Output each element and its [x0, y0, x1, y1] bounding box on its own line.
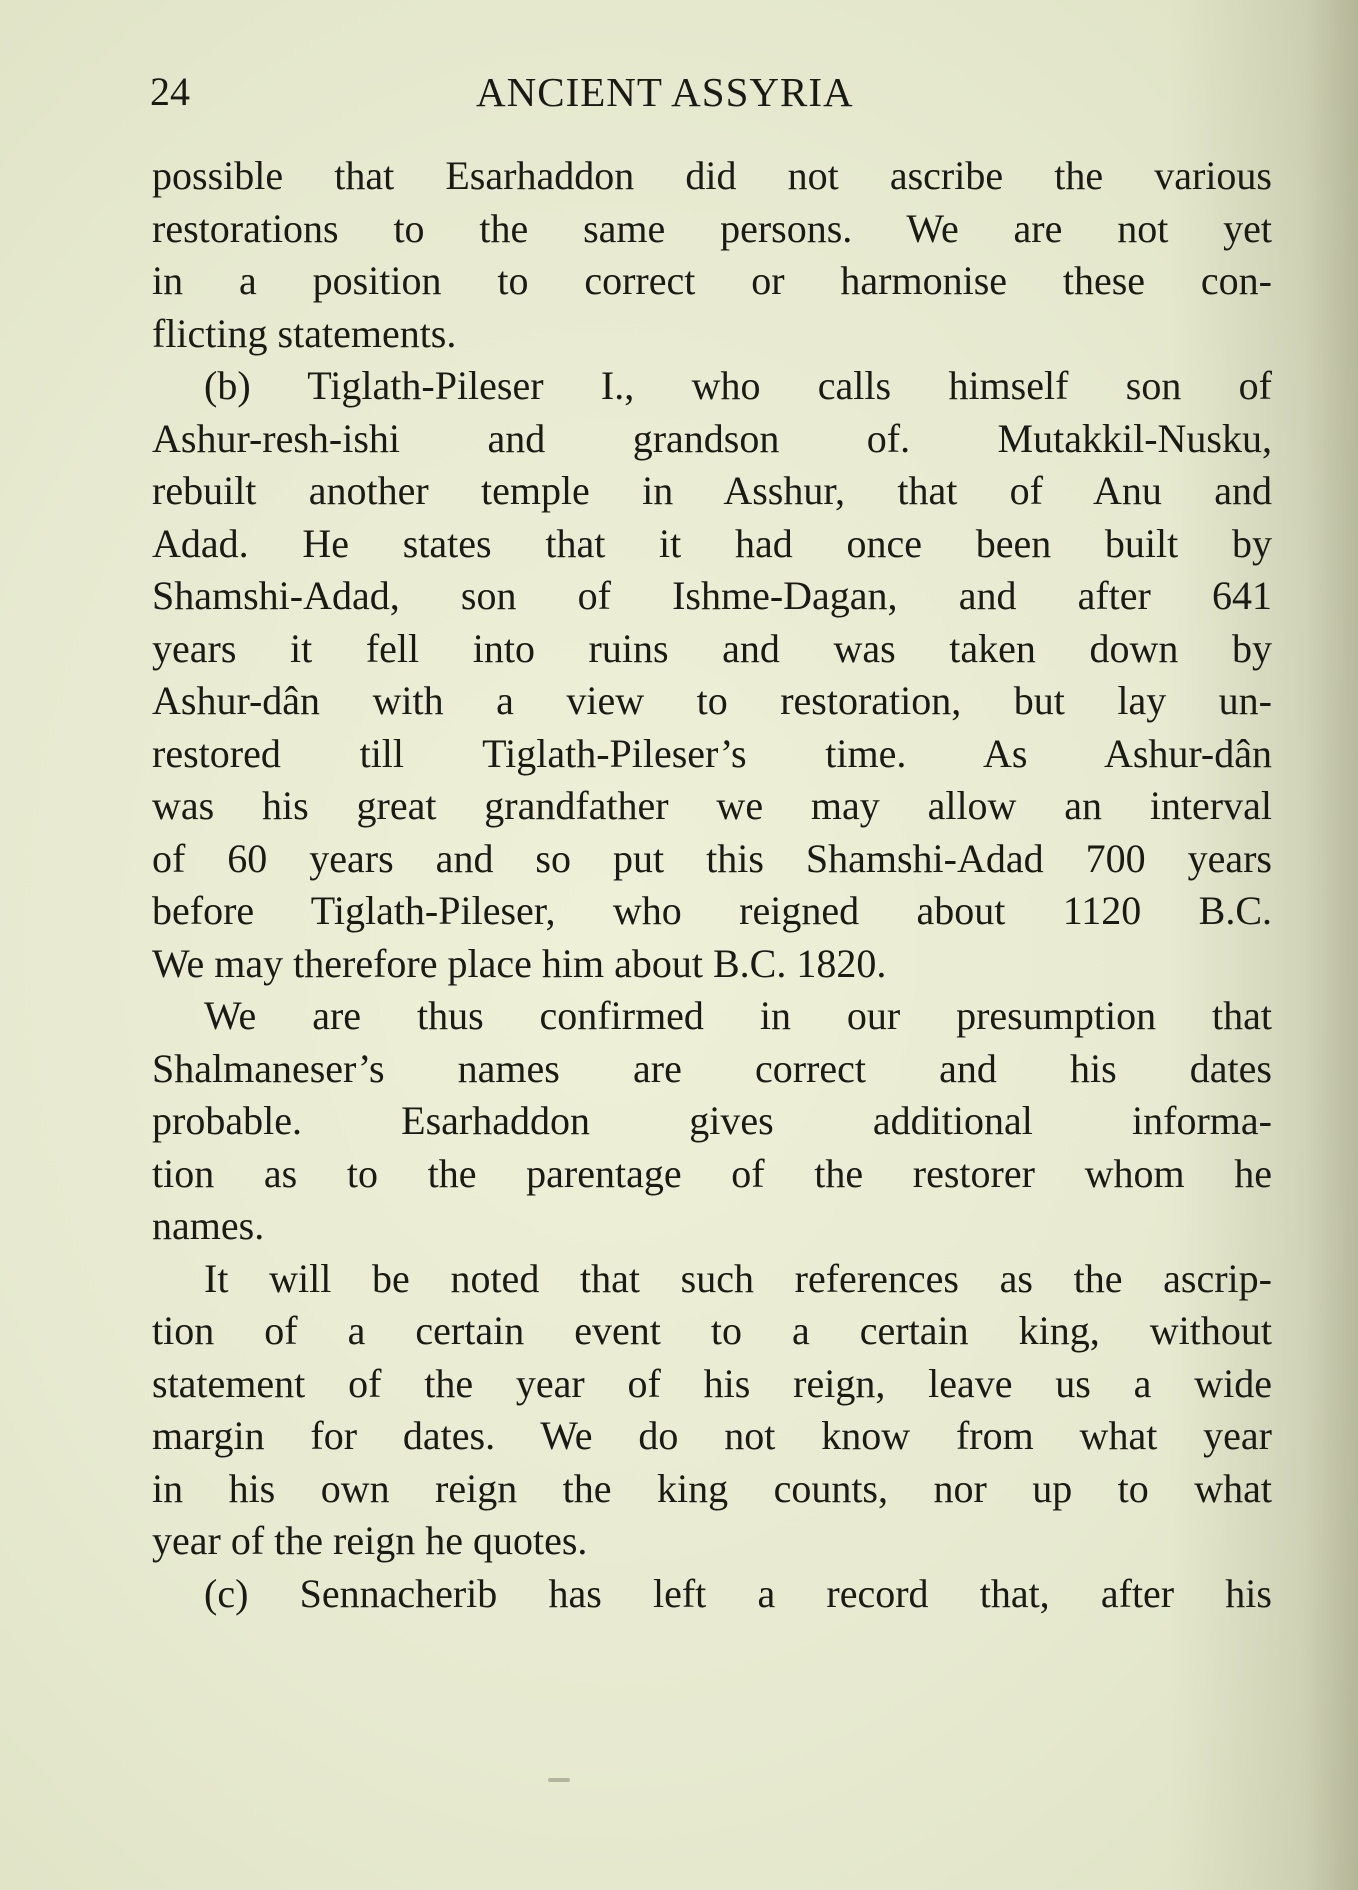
text-line: It will be noted that such references as the ascrip-: [204, 1255, 1272, 1301]
text-line: Adad. He states that it had once been built by: [152, 520, 1272, 566]
text-line: restorations to the same persons. We are not yet: [152, 205, 1272, 251]
text-line: (b) Tiglath-Pileser I., who calls himself son of: [204, 363, 1272, 408]
page-number: 24: [150, 69, 190, 114]
text-line: possible that Esarhaddon did not ascribe the various: [152, 153, 1272, 198]
text-line: years it fell into ruins and was taken down by: [152, 625, 1272, 671]
text-line: [152, 938, 1272, 991]
text-line: statement of the year of his reign, leave us a wide: [152, 1360, 1272, 1406]
text-line: We are thus confirmed in our presumption that: [204, 993, 1272, 1038]
text-line: names.: [152, 1203, 265, 1248]
text-line: [152, 885, 1272, 938]
text-segment: before Tiglath-Pileser, who reigned about 1120: [152, 888, 1142, 933]
text-line: Ashur-dân with a view to restoration, but lay un-: [152, 678, 1272, 723]
text-segment: We may therefore place him about: [152, 940, 703, 986]
text-line: rebuilt another temple in Asshur, that of Anu and: [152, 468, 1272, 513]
text-line: margin for dates. We do not know from what year: [152, 1413, 1272, 1458]
text-line: (c) Sennacherib has left a record that, after his: [204, 1570, 1272, 1616]
text-line: tion as to the parentage of the restorer whom he: [152, 1150, 1272, 1196]
era-abbreviation: B.C.: [712, 940, 787, 986]
running-title: ANCIENT ASSYRIA: [476, 69, 854, 115]
text-line: tion of a certain event to a certain king, without: [152, 1308, 1272, 1353]
text-line: was his great grandfather we may allow an interval: [152, 783, 1272, 828]
paper-speck: [548, 1778, 570, 1782]
text-line: Shalmaneser’s names are correct and his dates: [152, 1045, 1272, 1091]
text-line: in his own reign the king counts, nor up to what: [152, 1465, 1272, 1511]
text-line: flicting statements.: [152, 310, 457, 356]
running-head: [150, 62, 1270, 122]
text-line: probable. Esarhaddon gives additional informa-: [152, 1098, 1272, 1143]
text-line: in a position to correct or harmonise these con-: [152, 258, 1272, 303]
text-line: Ashur-resh-ishi and grandson of. Mutakkil-Nusku,: [152, 415, 1272, 461]
text-line: Shamshi-Adad, son of Ishme-Dagan, and after 641: [152, 573, 1272, 618]
text-segment: 1820.: [796, 940, 887, 986]
text-line: restored till Tiglath-Pileser’s time. As Ashur-dân: [152, 730, 1272, 776]
era-abbreviation: B.C.: [1198, 888, 1273, 933]
body-text: [152, 150, 1272, 1620]
text-line: of 60 years and so put this Shamshi-Adad 700 years: [152, 835, 1272, 881]
text-line: year of the reign he quotes.: [152, 1518, 588, 1563]
